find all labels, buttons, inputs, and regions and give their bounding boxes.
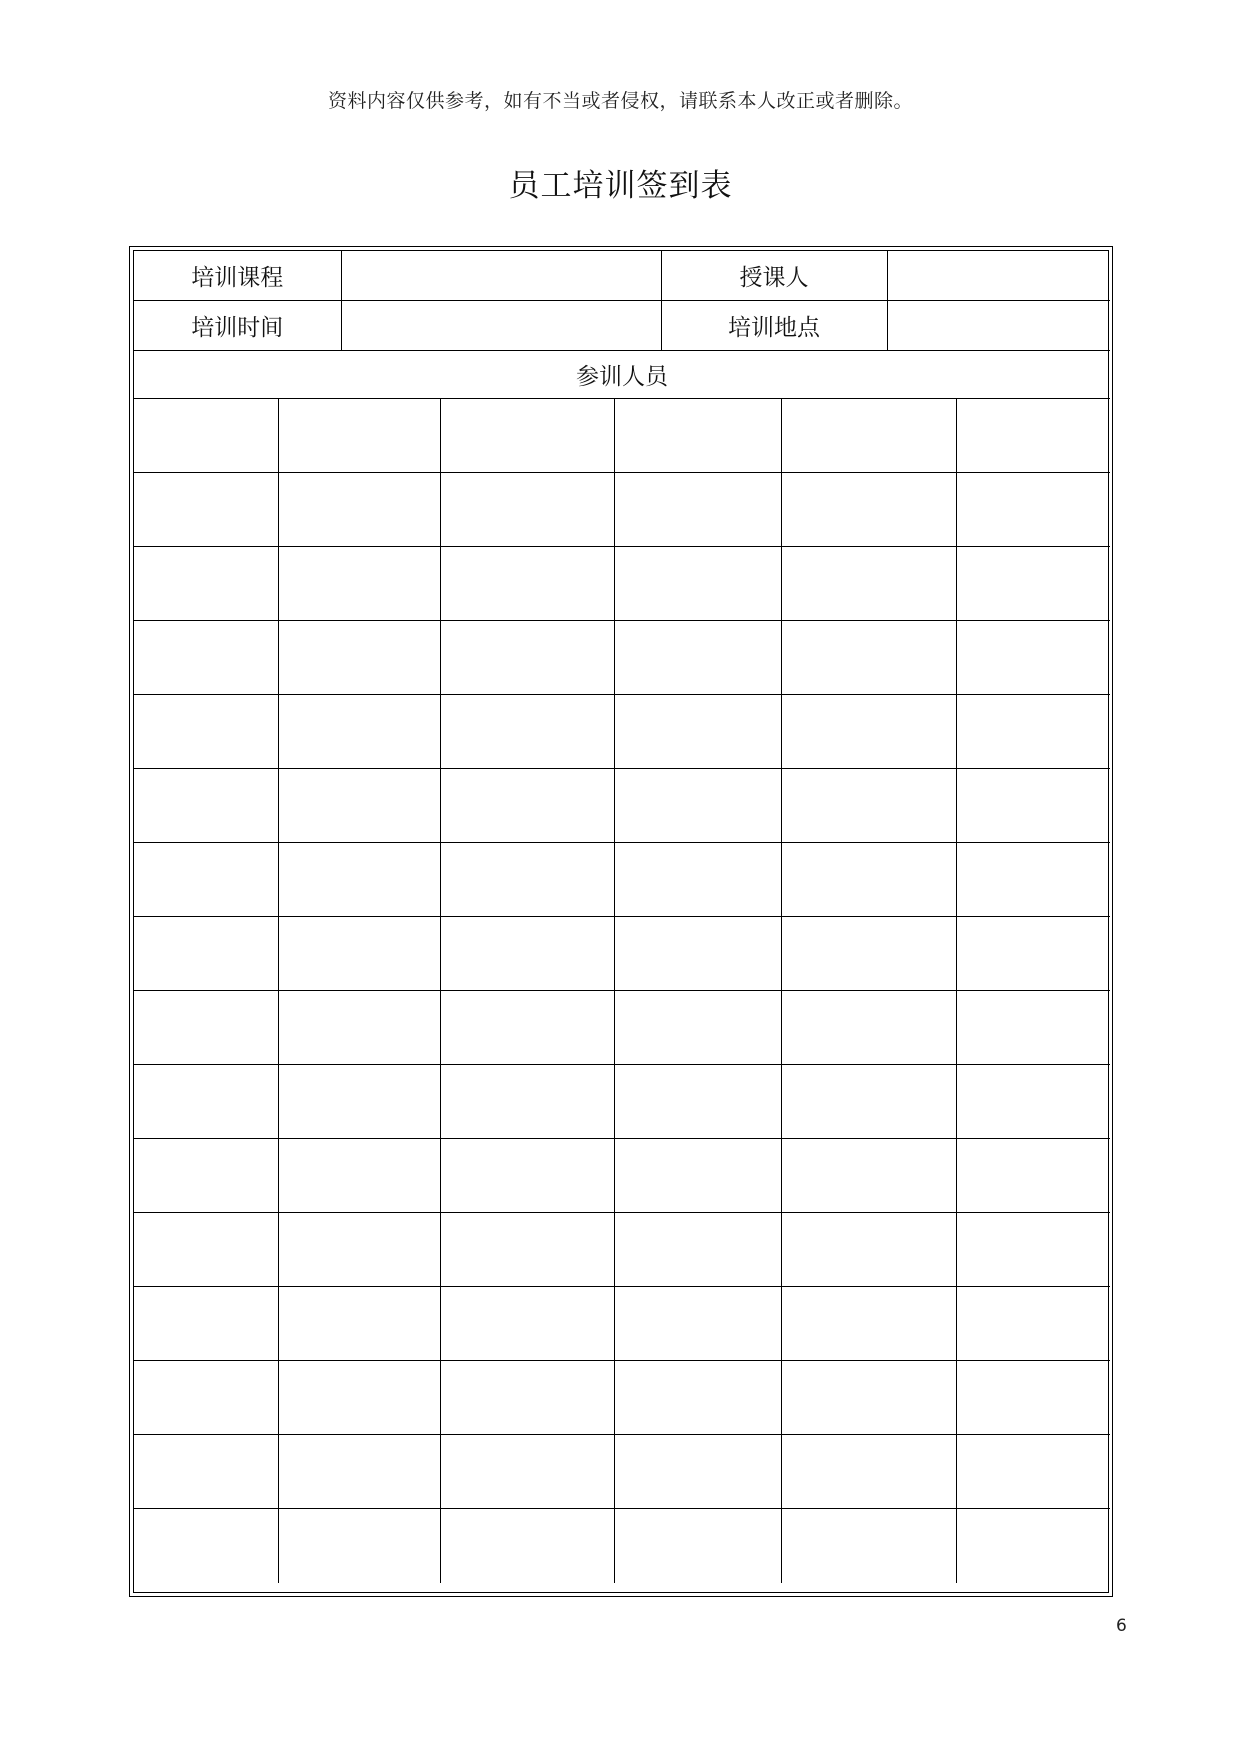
time-value-cell[interactable]: [341, 300, 661, 350]
info-row-time: [134, 300, 1110, 350]
attendee-signature-cell[interactable]: [278, 917, 440, 991]
course-label: 培训课程: [134, 251, 341, 300]
attendee-signature-cell[interactable]: [614, 621, 781, 695]
attendee-signature-cell[interactable]: [134, 473, 278, 547]
attendee-row: [134, 1435, 1110, 1509]
attendee-signature-cell[interactable]: [440, 1287, 614, 1361]
attendee-signature-cell[interactable]: [781, 843, 956, 917]
attendee-signature-cell[interactable]: [440, 621, 614, 695]
attendee-signature-cell[interactable]: [134, 1065, 278, 1139]
attendee-signature-cell[interactable]: [440, 1213, 614, 1287]
attendee-row: [134, 473, 1110, 547]
attendee-signature-cell[interactable]: [440, 473, 614, 547]
document-title: 员工培训签到表: [508, 168, 733, 204]
attendee-signature-cell[interactable]: [614, 1509, 781, 1583]
attendee-row: [134, 1213, 1110, 1287]
attendee-signature-cell[interactable]: [134, 991, 278, 1065]
attendee-grid-row-container: [134, 398, 1110, 1583]
attendee-row: [134, 1065, 1110, 1139]
attendee-row: [134, 547, 1110, 621]
attendee-row: [134, 399, 1110, 473]
header-note: 资料内容仅供参考，如有不当或者侵权，请联系本人改正或者删除。: [327, 90, 913, 112]
attendee-signature-cell[interactable]: [278, 547, 440, 621]
attendee-signature-cell[interactable]: [278, 1361, 440, 1435]
attendee-signature-cell[interactable]: [614, 769, 781, 843]
instructor-value-cell[interactable]: [887, 251, 1110, 300]
attendee-signature-cell[interactable]: [614, 473, 781, 547]
attendee-signature-cell[interactable]: [440, 1139, 614, 1213]
attendee-signature-cell[interactable]: [956, 695, 1110, 769]
attendee-signature-cell[interactable]: [278, 1287, 440, 1361]
attendee-signature-cell[interactable]: [956, 917, 1110, 991]
attendee-signature-cell[interactable]: [956, 991, 1110, 1065]
attendee-row: [134, 843, 1110, 917]
attendee-row: [134, 1139, 1110, 1213]
attendee-signature-cell[interactable]: [781, 1435, 956, 1509]
attendee-signature-cell[interactable]: [440, 1509, 614, 1583]
attendee-row: [134, 769, 1110, 843]
attendee-signature-cell[interactable]: [134, 399, 278, 473]
sign-in-table-inner: [133, 250, 1109, 1593]
attendee-signature-cell[interactable]: [956, 1139, 1110, 1213]
attendee-signature-cell[interactable]: [956, 473, 1110, 547]
attendee-signature-cell[interactable]: [956, 547, 1110, 621]
attendee-signature-cell[interactable]: [440, 991, 614, 1065]
attendee-row: [134, 621, 1110, 695]
attendee-row: [134, 695, 1110, 769]
attendee-signature-cell[interactable]: [278, 399, 440, 473]
page-number: 6: [1116, 1616, 1127, 1636]
attendee-grid: [134, 399, 1110, 1583]
attendee-signature-cell[interactable]: [440, 695, 614, 769]
attendee-signature-cell[interactable]: [278, 695, 440, 769]
attendee-row: [134, 1509, 1110, 1583]
attendee-signature-cell[interactable]: [781, 399, 956, 473]
attendee-signature-cell[interactable]: [134, 1139, 278, 1213]
attendee-signature-cell[interactable]: [956, 1287, 1110, 1361]
attendee-signature-cell[interactable]: [440, 1361, 614, 1435]
attendee-signature-cell[interactable]: [614, 695, 781, 769]
attendee-signature-cell[interactable]: [781, 1065, 956, 1139]
info-row-course: [134, 251, 1110, 300]
attendee-row: [134, 991, 1110, 1065]
attendee-signature-cell[interactable]: [440, 843, 614, 917]
attendee-signature-cell[interactable]: [440, 1065, 614, 1139]
attendee-signature-cell[interactable]: [134, 1509, 278, 1583]
attendee-signature-cell[interactable]: [956, 843, 1110, 917]
attendee-signature-cell[interactable]: [614, 1287, 781, 1361]
sign-in-table-frame: [129, 246, 1113, 1597]
attendee-signature-cell[interactable]: [134, 917, 278, 991]
instructor-label: 授课人: [661, 251, 887, 300]
attendee-signature-cell[interactable]: [781, 621, 956, 695]
attendee-signature-cell[interactable]: [781, 1509, 956, 1583]
attendee-signature-cell[interactable]: [278, 769, 440, 843]
attendee-signature-cell[interactable]: [956, 399, 1110, 473]
attendee-signature-cell[interactable]: [614, 399, 781, 473]
attendee-signature-cell[interactable]: [134, 1435, 278, 1509]
location-value-cell[interactable]: [887, 300, 1110, 350]
attendee-signature-cell[interactable]: [440, 399, 614, 473]
attendee-signature-cell[interactable]: [781, 1361, 956, 1435]
attendee-signature-cell[interactable]: [781, 547, 956, 621]
attendee-signature-cell[interactable]: [440, 769, 614, 843]
attendee-row: [134, 1287, 1110, 1361]
attendee-signature-cell[interactable]: [956, 621, 1110, 695]
attendee-signature-cell[interactable]: [781, 473, 956, 547]
attendee-grid-container: [134, 398, 1110, 1583]
attendee-signature-cell[interactable]: [781, 769, 956, 843]
attendee-signature-cell[interactable]: [781, 1213, 956, 1287]
attendee-signature-cell[interactable]: [614, 843, 781, 917]
attendee-signature-cell[interactable]: [440, 547, 614, 621]
attendees-header-row: [134, 350, 1110, 398]
attendee-signature-cell[interactable]: [614, 991, 781, 1065]
attendee-signature-cell[interactable]: [134, 695, 278, 769]
attendee-signature-cell[interactable]: [440, 917, 614, 991]
location-label: 培训地点: [661, 300, 887, 350]
attendee-row: [134, 1361, 1110, 1435]
attendee-signature-cell[interactable]: [956, 1065, 1110, 1139]
attendee-signature-cell[interactable]: [614, 1213, 781, 1287]
attendees-header: 参训人员: [134, 350, 1110, 398]
attendee-signature-cell[interactable]: [956, 1509, 1110, 1583]
attendee-signature-cell[interactable]: [781, 1287, 956, 1361]
attendee-signature-cell[interactable]: [134, 1213, 278, 1287]
attendee-signature-cell[interactable]: [278, 621, 440, 695]
attendee-signature-cell[interactable]: [278, 843, 440, 917]
attendee-signature-cell[interactable]: [134, 843, 278, 917]
attendee-signature-cell[interactable]: [956, 1361, 1110, 1435]
attendee-signature-cell[interactable]: [134, 1287, 278, 1361]
attendee-signature-cell[interactable]: [614, 1435, 781, 1509]
attendee-signature-cell[interactable]: [278, 1509, 440, 1583]
attendee-signature-cell[interactable]: [278, 473, 440, 547]
attendee-signature-cell[interactable]: [781, 695, 956, 769]
attendee-signature-cell[interactable]: [614, 917, 781, 991]
attendee-signature-cell[interactable]: [614, 1139, 781, 1213]
attendee-signature-cell[interactable]: [134, 1361, 278, 1435]
attendee-signature-cell[interactable]: [134, 621, 278, 695]
sign-in-table: [134, 251, 1110, 1583]
attendee-signature-cell[interactable]: [134, 769, 278, 843]
attendee-signature-cell[interactable]: [278, 1213, 440, 1287]
attendee-signature-cell[interactable]: [440, 1435, 614, 1509]
attendee-signature-cell[interactable]: [781, 991, 956, 1065]
attendee-signature-cell[interactable]: [134, 547, 278, 621]
attendee-signature-cell[interactable]: [278, 1065, 440, 1139]
attendee-signature-cell[interactable]: [956, 1213, 1110, 1287]
attendee-signature-cell[interactable]: [278, 1139, 440, 1213]
attendee-row: [134, 917, 1110, 991]
time-label: 培训时间: [134, 300, 341, 350]
attendee-signature-cell[interactable]: [278, 1435, 440, 1509]
attendee-signature-cell[interactable]: [614, 1065, 781, 1139]
attendee-signature-cell[interactable]: [781, 1139, 956, 1213]
attendee-signature-cell[interactable]: [781, 917, 956, 991]
attendee-signature-cell[interactable]: [956, 769, 1110, 843]
attendee-signature-cell[interactable]: [956, 1435, 1110, 1509]
attendee-signature-cell[interactable]: [278, 991, 440, 1065]
course-value-cell[interactable]: [341, 251, 661, 300]
attendee-signature-cell[interactable]: [614, 547, 781, 621]
attendee-signature-cell[interactable]: [614, 1361, 781, 1435]
